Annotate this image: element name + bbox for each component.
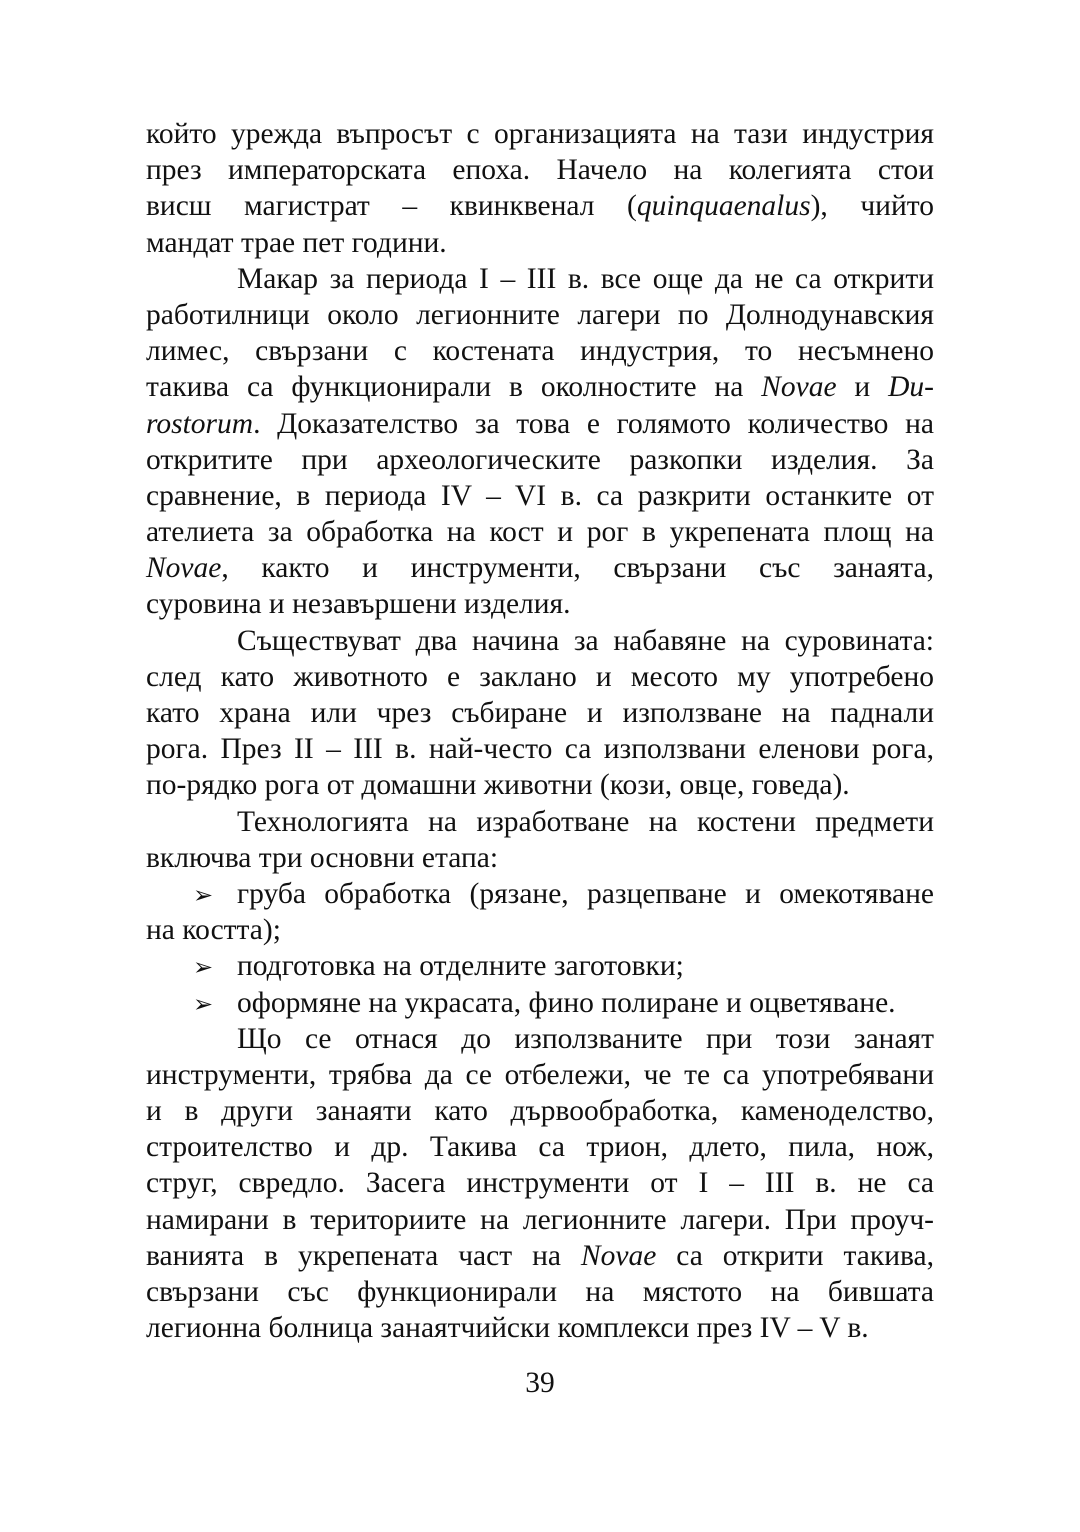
text-line: лимес, свързани с костената индустрия, то несъмнено (146, 335, 934, 368)
text-line: като храна или чрез събиране и използване на паднали (146, 697, 934, 729)
text-line: сравнение, в периода IV – VI в. са разкрити останките от (146, 479, 934, 512)
text-line: включва три основни етапа: (146, 841, 499, 874)
text-line: висш магистрат – квинквенал (quinquaenalus), чийто (146, 190, 934, 223)
list-item-continuation: на костта); (146, 914, 281, 947)
place-name: Novae (146, 552, 222, 585)
text-line: и в други занаяти като дървообработка, каменоделство, (146, 1095, 934, 1128)
arrow-bullet-icon: ➢ (193, 880, 214, 909)
arrow-bullet-icon: ➢ (193, 989, 214, 1018)
text-line: през императорската епоха. Начело на колегията стои (146, 154, 934, 187)
text-line: работилници около легионните лагери по Долнодунавския (146, 298, 934, 331)
text-line: намирани в териториите на легионните лагери. При проуч- (146, 1203, 934, 1236)
list-item: ➢ оформяне на украсата, фино полиране и оцветяване. (146, 985, 934, 1021)
text-line: суровина и незавършени изделия. (146, 588, 571, 621)
text-line: ателиета за обработка на кост и рог в укрепената площ на (146, 516, 934, 549)
text-line: строителство и др. Такива са трион, длето, пила, нож, (146, 1131, 934, 1164)
text-line: след като животното е заклано и месото му употребено (146, 660, 934, 693)
text-line: мандат трае пет години. (146, 226, 447, 259)
text-line: Novae, както и инструменти, свързани със занаята, (146, 552, 934, 585)
text-line: свързани със функционирали на мястото на бившата (146, 1276, 934, 1308)
text-line: откритите при археологическите разкопки изделия. За (146, 443, 934, 476)
text-line: рога. През II – III в. най-често са използвани еленови рога, (146, 733, 934, 766)
body-text (146, 116, 934, 1346)
paragraph-first-line: Технологията на изработване на костени предмети (237, 805, 934, 838)
page-number: 39 (525, 1367, 555, 1399)
arrow-bullet-icon: ➢ (193, 953, 214, 982)
text-line: струг, свредло. Засега инструменти от I – III в. не са (146, 1167, 934, 1200)
text-line: по-рядко рога от домашни животни (кози, овце, говеда). (146, 769, 850, 802)
paragraph-first-line: Макар за периода I – III в. все още да не са открити (237, 262, 934, 295)
place-name: Novae (761, 371, 837, 404)
text-line: rostorum. Доказателство за това е голямото количество на (146, 407, 934, 440)
place-name: Novae (580, 1239, 657, 1272)
paragraph-first-line: Що се отнася до използваните при този занаят (237, 1022, 934, 1055)
text-line: ванията в укрепената част на Novae са открити такива, (146, 1239, 934, 1272)
text-line: легионна болница занаятчийски комплекси през IV – V в. (146, 1312, 869, 1345)
text-line: който урежда въпросът с организацията на тази индустрия (146, 118, 934, 150)
list-item: ➢ подготовка на отделните заготовки; (146, 948, 934, 984)
text-line: такива са функционирали в околностите на Novae и Du- (146, 371, 934, 404)
text-line: инструменти, трябва да се отбележи, че те са употребявани (146, 1058, 934, 1091)
place-name: rostorum (146, 407, 254, 440)
latin-term: quinquaenalus (636, 190, 811, 223)
list-item: ➢ груба обработка (рязане, разцепване и омекотяване (146, 876, 934, 912)
place-name: Du- (888, 371, 934, 404)
paragraph-first-line: Съществуват два начина за набавяне на суровината: (237, 624, 934, 657)
